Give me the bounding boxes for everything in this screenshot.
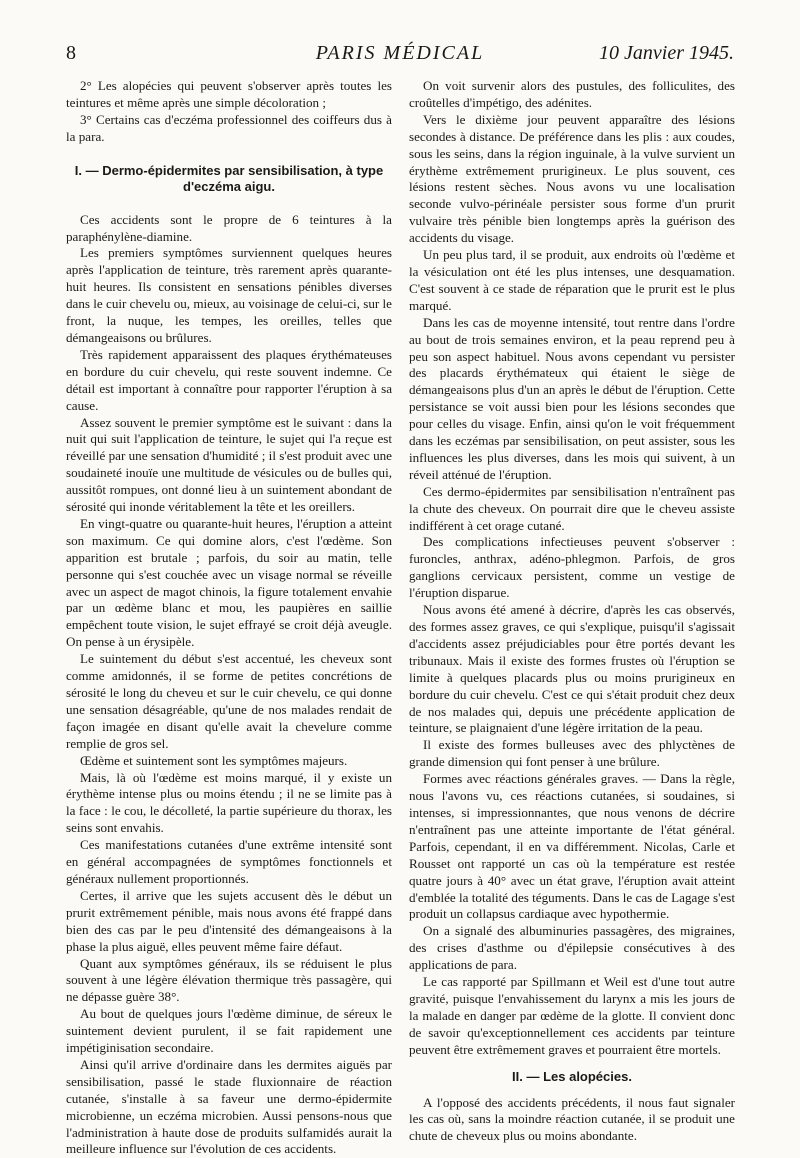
paragraph: Au bout de quelques jours l'œdème diminue, de séreux le suintement devient purulent, il se fait rapidement une impétiginisation secondaire. xyxy=(66,1006,392,1056)
section-heading: II. — Les alopécies. xyxy=(512,1068,632,1084)
issue-date: 10 Janvier 1945. xyxy=(599,42,734,64)
paragraph: Les premiers symptômes surviennent quelques heures après l'application de teinture, très rarement après quarante-huit heures. Ils consistent en sensations pénibles diverses dans le cuir chevelu ou, mieux, au voisinage de celui-ci, sur le front, la nuque, les tempes, les oreilles, telles que démangeaisons ou brûlures. xyxy=(66,245,392,345)
paragraph: Ces accidents sont le propre de 6 teintures à la paraphénylène-diamine. xyxy=(66,211,392,244)
paragraph: Quant aux symptômes généraux, ils se réduisent le plus souvent à une légère élévation thermique très passagère, qui ne dépasse guère 38°. xyxy=(66,955,392,1005)
paragraph: Des complications infectieuses peuvent s'observer : furoncles, anthrax, adéno-phlegmon. Parfois, de gros ganglions cervicaux persistent, comme un vestige de l'éruption disparue. xyxy=(409,534,735,601)
paragraph: 3° Certains cas d'eczéma professionnel des coiffeurs dus à la para. xyxy=(66,111,392,144)
paragraph: Formes avec réactions générales graves. — Dans la règle, nous l'avons vu, ces réactions cutanées, si soudaines, si intenses, si impressionnantes, que nous venons de décrire n'entraînent pas une atteinte importante de l'état général. Parfois, cependant, il en va différemment. Nicolas, Carle et Rousset ont rapporté un cas où la température est restée quatre jours à 40° avec un état grave, l'éruption avait atteint d'emblée la totalité des téguments. Dans le cas de Lagage s'est produit un collapsus cardiaque avec hypothermie. xyxy=(409,771,735,922)
paragraph: Nous avons été amené à décrire, d'après les cas observés, des formes assez graves, ce qui s'explique, puisqu'il s'agissait d'accidents assez préjudiciables pour être portés devant les tribunaux. Mais il existe des formes frustes où l'éruption se limite à quelques placards plus ou moins prurigineux en bordure du cuir chevelu. C'est ce qui s'était produit chez deux de nos malades qui, depuis une précédente application de teinture, se plaignaient d'une légère irritation de la peau. xyxy=(409,602,735,736)
paragraph: Mais, là où l'œdème est moins marqué, il y existe un érythème intense plus ou moins étendu ; il ne se limite pas à la face : le cou, le décolleté, la partie supérieure du thorax, les seins sont envahis. xyxy=(66,769,392,836)
paragraph: Le cas rapporté par Spillmann et Weil est d'une tout autre gravité, puisque l'envahissement du larynx a mis les jours de la malade en danger par œdème de la glotte. Il convient donc de savoir qu'exceptionnellement ces accidents par teinture peuvent être extrêmement graves et pourraient être mortels. xyxy=(409,974,735,1057)
paragraph: 2° Les alopécies qui peuvent s'observer après toutes les teintures et même après une simple décoloration ; xyxy=(66,78,392,110)
paragraph: Dans les cas de moyenne intensité, tout rentre dans l'ordre au bout de trois semaines environ, et la peau reprend peu à peu son aspect habituel. Nous avons cependant vu persister des placards érythémateux qui étaient le siège de démangeaisons plus d'un an après le début de l'éruption. Cette persistance se voit aussi bien pour les lésions secondes que pour celles du visage. Enfin, ainsi qu'on le voit fréquemment dans les eczémas par sensibilisation, on peut assister, sous les influences les plus diverses, dans les mois qui suivent, à un réveil atténué de l'éruption. xyxy=(409,314,735,482)
paragraph: Ces manifestations cutanées d'une extrême intensité sont en général accompagnées de symptômes fonctionnels et généraux nullement proportionnés. xyxy=(66,837,392,886)
paragraph: On a signalé des albuminuries passagères, des migraines, des crises d'asthme ou d'épilepsie consécutives à des applications de para. xyxy=(409,923,735,973)
paragraph: Vers le dixième jour peuvent apparaître des lésions secondes à distance. De préférence dans les plis : aux coudes, sous les seins, dans la région inguinale, à la vulve survient un érythème extrêmement prurigineux. Le plus souvent, ces lésions restent sèches. Nous avons vu une localisation seconde vulvo-périnéale persister sous forme d'un prurit vulvaire très pénible bien longtemps après la guérison des accidents du visage. xyxy=(409,111,735,246)
paragraph: Il existe des formes bulleuses avec des phlyctènes de grande dimension qui font penser à une brûlure. xyxy=(409,737,735,770)
left-column xyxy=(66,78,392,1158)
paragraph: Un peu plus tard, il se produit, aux endroits où l'œdème et la vésiculation ont été les plus intenses, une desquamation. C'est souvent à ce stade de réparation que le prurit est le plus marqué. xyxy=(409,247,735,313)
paragraph: A l'opposé des accidents précédents, il nous faut signaler les cas où, sans la moindre réaction cutanée, il se produit une chute de cheveux plus ou moins abondante. xyxy=(409,1094,735,1144)
paragraph: On voit survenir alors des pustules, des folliculites, des croûtelles d'impétigo, des adénites. xyxy=(409,78,735,110)
section-heading: I. — Dermo-épidermites par sensibilisation, à type d'eczéma aigu. xyxy=(74,162,384,194)
paragraph: Ces dermo-épidermites par sensibilisation n'entraînent pas la chute des cheveux. On pourrait dire que le cheveu assiste indifférent à cet orage cutané. xyxy=(409,483,735,533)
paragraph: Certes, il arrive que les sujets accusent dès le début un prurit extrêmement pénible, mais nous avons été frappé dans bien des cas par le peu d'intensité des démangeaisons à la phase la plus aiguë, elles peuvent même faire défaut. xyxy=(66,887,392,954)
page-header xyxy=(66,40,734,80)
paragraph: Très rapidement apparaissent des plaques érythémateuses en bordure du cuir chevelu, qui reste souvent indemne. Ce détail est important à connaître pour rapporter l'éruption à sa cause. xyxy=(66,346,392,413)
journal-title: PARIS MÉDICAL xyxy=(315,42,485,64)
paragraph: Œdème et suintement sont les symptômes majeurs. xyxy=(80,752,348,768)
paragraph: En vingt-quatre ou quarante-huit heures, l'éruption a atteint son maximum. Ce qui domine alors, c'est l'œdème. Son apparition est brutale ; parfois, du soir au matin, telle personne qui s'est couchée avec un visage normal se réveille avec un aspect de magot chinois, la figure totalement envahie par un œdème blanc et mou, les paupières en saillie empêchent toute vision, le sujet effrayé se croit déjà aveugle. On pense à un érysipèle. xyxy=(66,515,392,650)
paragraph: Assez souvent le premier symptôme est le suivant : dans la nuit qui suit l'application de teinture, le sujet qui l'a reçue est réveillé par une sensation d'humidité ; il s'est produit avec une soudaineté inouïe une multitude de vésicules ou de bulles qui, aussitôt rompues, ont donné lieu à un suintement abondant de sérosité qui inonde véritablement la tête et les oreillers. xyxy=(66,414,392,515)
paragraph: Ainsi qu'il arrive d'ordinaire dans les dermites aiguës par sensibilisation, passé le stade fluxionnaire de réaction cutanée, s'installe à sa faveur une dermo-épidermite microbienne, un eczéma microbien. Aussi pensons-nous que l'administration à haute dose de produits sulfamidés aurait la meilleure influence sur l'évolution de ces accidents. xyxy=(66,1056,392,1157)
right-column xyxy=(409,78,735,1145)
paragraph: Le suintement du début s'est accentué, les cheveux sont comme amidonnés, il se forme de petites concrétions de sérosité le long du cheveu et sur le cuir chevelu, ce qui donne une sensation désagréable, qu'une de nos malades rendait de façon imagée en disant qu'elle avait la chevelure comme remplie de gros sel. xyxy=(66,651,392,751)
page-number: 8 xyxy=(66,42,76,64)
